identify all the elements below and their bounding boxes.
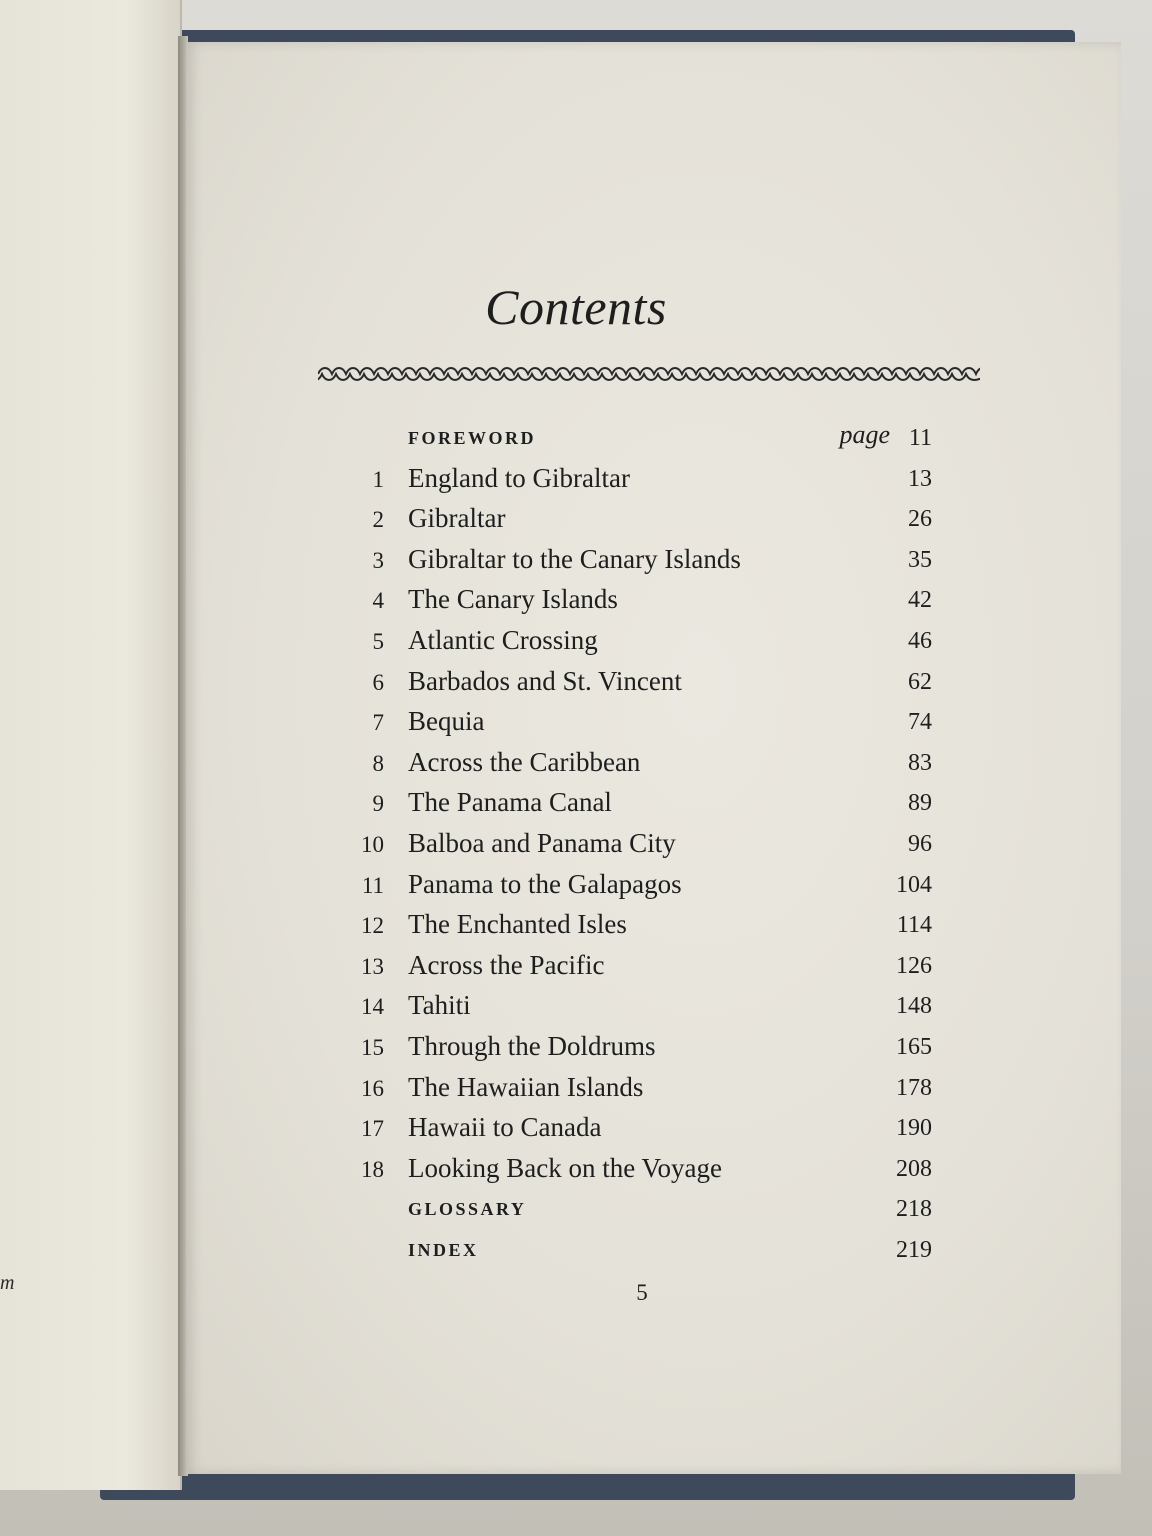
chapter-title: The Hawaiian Islands [408, 1071, 644, 1102]
chapter-title: The Canary Islands [408, 584, 618, 615]
chapter-title: FOREWORD [408, 428, 536, 448]
toc-entry [340, 1029, 940, 1065]
toc-entry [340, 867, 940, 903]
chapter-title: Barbados and St. Vincent [408, 665, 682, 696]
chapter-title: Through the Doldrums [408, 1031, 656, 1061]
toc-entry [340, 1191, 940, 1227]
chapter-number: 5 [372, 629, 384, 654]
toc-entry [340, 745, 940, 781]
toc-entry [340, 1110, 940, 1146]
chapter-page-number: 148 [896, 993, 932, 1020]
chapter-title: The Enchanted Isles [408, 909, 627, 940]
chapter-page-number: 219 [896, 1237, 932, 1263]
chapter-page-number: 62 [908, 668, 932, 695]
chapter-number: 8 [372, 750, 384, 776]
chapter-number: 9 [372, 791, 384, 817]
chapter-page-number: 13 [908, 465, 932, 492]
chapter-page-number: 126 [896, 952, 932, 979]
chapter-page-number: 208 [896, 1155, 932, 1182]
toc-entry [340, 1070, 940, 1106]
page-title: Contents [485, 279, 667, 335]
toc-entry [340, 948, 940, 984]
chapter-page-number: 218 [896, 1196, 932, 1223]
chapter-number: 7 [372, 710, 384, 736]
chapter-page-number: 104 [896, 871, 932, 898]
chapter-title: INDEX [408, 1240, 479, 1260]
chapter-number: 6 [372, 669, 384, 695]
chapter-title: Bequia [408, 706, 485, 737]
toc-entry [340, 623, 940, 659]
chapter-title: GLOSSARY [408, 1199, 527, 1220]
chapter-page-number: 35 [908, 546, 932, 573]
chapter-title: Looking Back on the Voyage [408, 1152, 722, 1183]
chapter-page-number: 165 [896, 1034, 932, 1060]
chapter-page-number: 26 [908, 506, 932, 533]
chapter-number: 2 [372, 507, 384, 533]
chapter-title: Panama to the Galapagos [408, 868, 682, 899]
chapter-page-number: 83 [908, 749, 932, 776]
chapter-number: 18 [361, 1156, 384, 1182]
left-page [0, 0, 182, 1490]
chapter-number: 1 [372, 466, 384, 492]
chapter-number: 15 [361, 1035, 384, 1060]
toc-entry [340, 704, 940, 740]
chapter-page-number: 89 [908, 790, 932, 817]
chapter-title: The Panama Canal [408, 787, 612, 818]
chapter-number: 13 [361, 953, 384, 979]
chapter-page-number: 42 [908, 587, 932, 614]
chapter-title: Gibraltar [408, 503, 506, 534]
chapter-title: Across the Pacific [408, 949, 605, 980]
ornamental-rule [318, 364, 980, 384]
chapter-page-number: 74 [908, 709, 932, 736]
page-number: 5 [636, 1280, 648, 1305]
toc-entry [340, 501, 940, 537]
chapter-number: 4 [372, 588, 384, 614]
chapter-number: 14 [361, 994, 384, 1020]
toc-entry [340, 1232, 940, 1268]
chapter-page-number: 190 [896, 1115, 932, 1142]
toc-entry [340, 988, 940, 1024]
chapter-page-number: 11 [908, 425, 932, 451]
chapter-title: Tahiti [408, 990, 471, 1021]
chapter-number: 16 [361, 1075, 384, 1101]
chapter-page-number: 96 [908, 831, 932, 857]
chapter-page-number: 178 [896, 1074, 932, 1101]
chapter-number: 3 [372, 547, 384, 573]
chapter-title: Hawaii to Canada [408, 1112, 602, 1143]
toc-entry [340, 907, 940, 943]
toc-entry [340, 826, 940, 862]
left-page-text-fragment: m [0, 1272, 15, 1294]
toc-entry [340, 664, 940, 700]
toc-entry [340, 1151, 940, 1187]
chapter-title: Gibraltar to the Canary Islands [408, 543, 741, 574]
chapter-page-number: 46 [908, 628, 932, 654]
chapter-page-number: 114 [896, 912, 932, 939]
toc-entry [340, 420, 940, 456]
chapter-number: 17 [361, 1116, 384, 1142]
toc-entry [340, 461, 940, 497]
toc-entry [340, 542, 940, 578]
chapter-title: England to Gibraltar [408, 462, 630, 493]
chapter-number: 11 [361, 872, 384, 898]
chapter-number: 12 [361, 913, 384, 939]
page-column-label: page [839, 420, 890, 449]
toc-entry [340, 582, 940, 618]
chapter-title: Atlantic Crossing [408, 625, 598, 655]
chapter-title: Across the Caribbean [408, 746, 641, 777]
chapter-title: Balboa and Panama City [408, 828, 676, 858]
chapter-number: 10 [361, 832, 384, 857]
toc-entry [340, 785, 940, 821]
